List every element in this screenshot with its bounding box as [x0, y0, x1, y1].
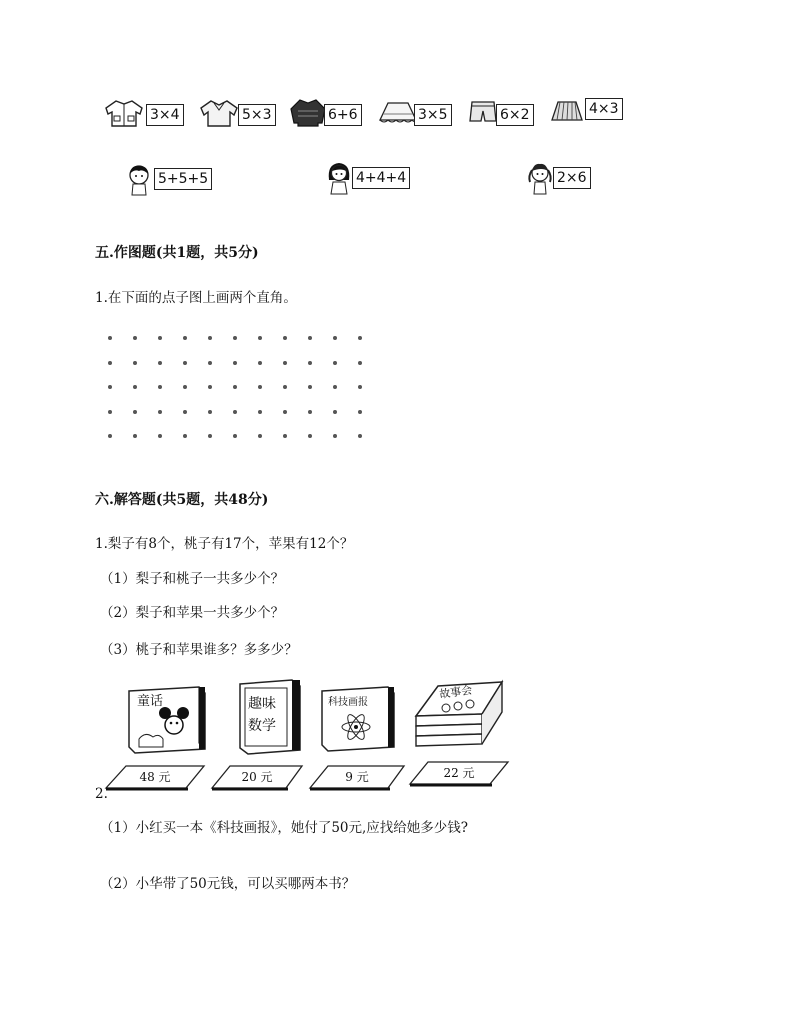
section-5-title: 五.作图题(共1题，共5分) — [95, 245, 259, 261]
grid-dot — [358, 385, 362, 389]
grid-dot — [333, 385, 337, 389]
addition-card: 5+5+5 — [154, 168, 212, 190]
pleated-skirt-icon — [550, 99, 584, 125]
girl-pigtails-icon — [526, 160, 554, 196]
grid-dot — [108, 434, 112, 438]
grid-dot — [283, 410, 287, 414]
grid-dot — [358, 336, 362, 340]
grid-dot — [133, 385, 137, 389]
science-pictorial-book-icon — [318, 685, 398, 755]
grid-dot — [108, 410, 112, 414]
svg-text:科技画报: 科技画报 — [328, 697, 368, 708]
grid-dot — [183, 434, 187, 438]
grid-dot — [208, 434, 212, 438]
grid-dot — [358, 410, 362, 414]
grid-dot — [233, 336, 237, 340]
svg-text:童话: 童话 — [137, 694, 164, 709]
grid-dot — [183, 385, 187, 389]
book-price: 20 元 — [241, 770, 273, 784]
grid-dot — [258, 410, 262, 414]
grid-dot — [158, 336, 162, 340]
section-5-question-1: 1.在下面的点子图上画两个直角。 — [95, 290, 297, 306]
grid-dot — [233, 361, 237, 365]
addition-card: 6+6 — [324, 104, 362, 126]
grid-dot — [208, 410, 212, 414]
grid-dot — [158, 361, 162, 365]
grid-dot — [358, 361, 362, 365]
fun-math-book-icon — [236, 678, 304, 756]
grid-dot — [158, 385, 162, 389]
skirt-icon — [378, 100, 418, 126]
jacket-icon — [102, 98, 146, 128]
grid-dot — [133, 434, 137, 438]
grid-dot — [233, 385, 237, 389]
multiplication-card: 3×4 — [146, 104, 184, 126]
grid-dot — [133, 410, 137, 414]
grid-dot — [258, 361, 262, 365]
boy-icon — [125, 163, 153, 197]
story-book-stack-icon — [410, 676, 508, 756]
question-2-part-2: （2）小华带了50元钱，可以买哪两本书？ — [100, 876, 356, 892]
multiplication-card: 6×2 — [496, 104, 534, 126]
svg-text:趣味: 趣味 — [248, 696, 276, 712]
multiplication-card: 5×3 — [238, 104, 276, 126]
grid-dot — [108, 361, 112, 365]
grid-dot — [208, 361, 212, 365]
grid-dot — [333, 434, 337, 438]
grid-dot — [208, 336, 212, 340]
grid-dot — [258, 336, 262, 340]
grid-dot — [208, 385, 212, 389]
grid-dot — [308, 410, 312, 414]
multiplication-card: 3×5 — [414, 104, 452, 126]
grid-dot — [158, 434, 162, 438]
grid-dot — [333, 410, 337, 414]
sweater-icon — [288, 97, 328, 129]
grid-dot — [308, 434, 312, 438]
grid-dot — [233, 410, 237, 414]
shorts-icon — [468, 99, 498, 127]
girl-icon — [325, 160, 353, 196]
question-1-part-3: （3）桃子和苹果谁多？多多少？ — [100, 642, 298, 658]
svg-text:故事会: 故事会 — [438, 683, 474, 701]
grid-dot — [308, 336, 312, 340]
grid-dot — [258, 434, 262, 438]
addition-card: 4+4+4 — [352, 167, 410, 189]
question-1-part-2: （2）梨子和苹果一共多少个？ — [100, 605, 285, 621]
grid-dot — [308, 385, 312, 389]
question-2-number: 2. — [95, 786, 108, 802]
grid-dot — [283, 434, 287, 438]
grid-dot — [283, 385, 287, 389]
question-1: 1.梨子有8个，桃子有17个，苹果有12个？ — [95, 536, 354, 552]
question-1-part-1: （1）梨子和桃子一共多少个？ — [100, 571, 285, 587]
grid-dot — [108, 336, 112, 340]
book-price: 9 元 — [345, 770, 369, 784]
book-price: 48 元 — [139, 770, 171, 784]
multiplication-card: 4×3 — [585, 98, 623, 120]
fairy-tale-book-icon — [125, 683, 211, 755]
multiplication-card: 2×6 — [553, 167, 591, 189]
grid-dot — [183, 410, 187, 414]
grid-dot — [233, 434, 237, 438]
book-price: 22 元 — [443, 766, 475, 780]
question-2-part-1: （1）小红买一本《科技画报》，她付了50元,应找给她多少钱? — [100, 820, 469, 836]
grid-dot — [333, 336, 337, 340]
section-6-title: 六.解答题(共5题，共48分) — [95, 492, 269, 508]
grid-dot — [283, 361, 287, 365]
svg-text:数学: 数学 — [248, 718, 276, 734]
grid-dot — [133, 336, 137, 340]
grid-dot — [183, 361, 187, 365]
grid-dot — [183, 336, 187, 340]
grid-dot — [158, 410, 162, 414]
grid-dot — [358, 434, 362, 438]
grid-dot — [308, 361, 312, 365]
grid-dot — [258, 385, 262, 389]
grid-dot — [283, 336, 287, 340]
coat-icon — [198, 98, 240, 128]
grid-dot — [133, 361, 137, 365]
grid-dot — [108, 385, 112, 389]
grid-dot — [333, 361, 337, 365]
